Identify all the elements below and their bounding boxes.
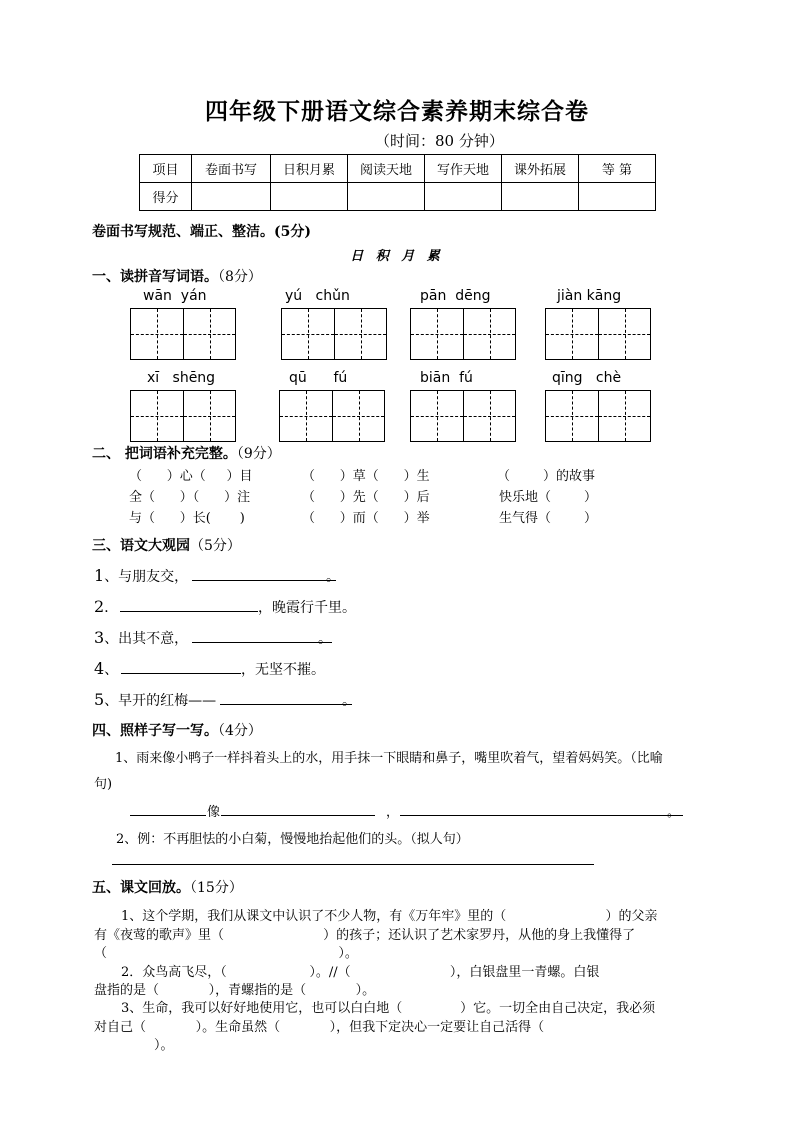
q3-heading — [92, 535, 241, 555]
q5-points: （15分） — [190, 880, 243, 896]
q3-item-text: 、早开的红梅—— — [104, 693, 217, 709]
q3-answer-line[interactable] — [192, 580, 336, 581]
q4-fill-end: 。 — [667, 805, 681, 820]
pinyin-label: wān yán — [143, 288, 207, 304]
char-grid[interactable] — [130, 390, 236, 442]
q3-item-text: 、出其不意， — [104, 631, 189, 647]
q2-heading — [92, 443, 281, 463]
char-grid[interactable] — [410, 308, 516, 360]
q4-points: （4分） — [218, 723, 262, 739]
q4-answer-line[interactable] — [112, 864, 594, 865]
q3-answer-line[interactable] — [220, 704, 352, 705]
q4-item1-text: 1、雨来像小鸭子一样抖着头上的水，用手抹一下眼睛和鼻子，嘴里吹着气，望着妈妈笑。（比喻 — [115, 751, 663, 766]
q3-item-4 — [94, 659, 118, 679]
q3-item-end: 。 — [318, 631, 332, 647]
q4-item2-text: 2、例：不再胆怯的小白菊，慢慢地抬起他们的头。（拟人句） — [116, 832, 469, 847]
pinyin-label: biān fú — [420, 370, 473, 386]
q2-fill-item: 与（ ）长( ) — [129, 511, 245, 526]
q2-fill-item: 全（ ）（ ）注 — [129, 490, 251, 505]
q3-item-end: 。 — [326, 569, 340, 585]
q3-item-1 — [94, 566, 188, 586]
score-header-item: 项目 — [140, 155, 192, 183]
pinyin-label: qīng chè — [552, 370, 622, 386]
q4-fill-comma: ， — [386, 805, 400, 820]
score-cell[interactable] — [348, 183, 425, 211]
q3-item-5 — [94, 690, 216, 710]
q3-item-3 — [94, 628, 188, 648]
q4-answer-line[interactable] — [130, 815, 206, 816]
q3-answer-line[interactable] — [192, 642, 332, 643]
score-table-header-row — [140, 155, 656, 183]
q2-fill-item: （ ）草（ ）生 — [302, 469, 430, 484]
q1-heading — [92, 266, 262, 286]
q3-item-2 — [94, 597, 118, 617]
char-grid[interactable] — [281, 308, 387, 360]
q2-fill-item: 快乐地（ ） — [499, 490, 598, 505]
q3-heading-text: 三、语文大观园 — [92, 538, 190, 554]
score-table-score-row — [140, 183, 656, 211]
q1-heading-text: 一、读拼音写词语。 — [92, 269, 218, 285]
q2-fill-item: （ ）的故事 — [497, 469, 596, 484]
score-header-extension: 课外拓展 — [502, 155, 579, 183]
q5-line: 盘指的是（ ），青螺指的是（ ）。 — [94, 983, 376, 998]
q3-answer-line[interactable] — [121, 673, 241, 674]
q5-heading-text: 五、课文回放。 — [92, 880, 190, 896]
q4-answer-line[interactable] — [221, 815, 375, 816]
q2-points: （9分） — [236, 446, 281, 462]
score-header-writing: 写作天地 — [425, 155, 502, 183]
q4-answer-line[interactable] — [400, 815, 683, 816]
score-cell[interactable] — [192, 183, 271, 211]
score-row-label: 得分 — [140, 183, 192, 211]
q3-item-number: 2 — [94, 597, 105, 616]
char-grid[interactable] — [545, 308, 651, 360]
score-header-accumulation: 日积月累 — [271, 155, 348, 183]
q3-item-end: 。 — [342, 693, 356, 709]
q2-fill-item: 生气得（ ） — [499, 511, 598, 526]
handwriting-note: 卷面书写规范、端正、整洁。(5分) — [92, 224, 311, 240]
q5-line: 对自己（ ）。生命虽然（ ），但我下定决心一定要让自己活得（ — [94, 1020, 545, 1035]
q5-line: ）。 — [154, 1038, 174, 1053]
q2-fill-item: （ ）先（ ）后 — [302, 490, 430, 505]
score-table — [139, 154, 656, 211]
q3-item-number: 1 — [94, 566, 105, 585]
pinyin-label: jiàn kāng — [557, 288, 622, 304]
q3-points: （5分） — [190, 538, 241, 554]
q5-heading — [92, 877, 243, 897]
q3-item-text: 、与朋友交， — [104, 569, 189, 585]
q2-fill-item: （ ）心（ ）目 — [129, 469, 253, 484]
char-grid[interactable] — [545, 390, 651, 442]
q3-item-end: ，无坚不摧。 — [241, 662, 325, 678]
pinyin-label: pān dēng — [420, 288, 491, 304]
q5-line: 1、这个学期，我们从课文中认识了不少人物，有《万年牢》里的（ ）的父亲 — [121, 909, 658, 924]
q5-line: 2．众鸟高飞尽，（ ）。//（ ），白银盘里一青螺。白银 — [121, 965, 600, 980]
exam-title: 四年级下册语文综合素养期末综合卷 — [205, 98, 589, 125]
q1-points: （8分） — [218, 269, 262, 285]
q3-item-end: ，晚霞行千里。 — [258, 600, 356, 616]
exam-duration: （时间：80 分钟） — [375, 132, 504, 150]
q5-line: 3、生命，我可以好好地使用它，也可以白白地（ ）它。一切全由自己决定，我必须 — [121, 1001, 656, 1016]
score-header-grade: 等 第 — [579, 155, 656, 183]
score-cell[interactable] — [425, 183, 502, 211]
q4-item1-text-cont: 句) — [94, 777, 113, 792]
char-grid[interactable] — [279, 390, 385, 442]
q5-line: （ ）。 — [94, 946, 358, 961]
score-cell[interactable] — [271, 183, 348, 211]
q4-heading-text: 四、照样子写一写。 — [92, 723, 218, 739]
q3-item-number: 4 — [94, 659, 105, 678]
score-header-handwriting: 卷面书写 — [192, 155, 271, 183]
q5-line: 有《夜莺的歌声》里（ ）的孩子；还认识了艺术家罗丹，从他的身上我懂得了 — [94, 928, 636, 943]
q2-fill-item: （ ）而（ ）举 — [302, 511, 430, 526]
pinyin-label: qū fú — [289, 370, 348, 386]
score-cell[interactable] — [502, 183, 579, 211]
score-header-reading: 阅读天地 — [348, 155, 425, 183]
q3-item-number: 3 — [94, 628, 105, 647]
score-cell[interactable] — [579, 183, 656, 211]
q2-heading-text: 二、 把词语补充完整。 — [92, 446, 237, 462]
q3-item-number: 5 — [94, 690, 105, 709]
section-title: 日 积 月 累 — [350, 249, 444, 264]
q3-answer-line[interactable] — [120, 611, 258, 612]
q3-item-text: 、 — [104, 662, 119, 678]
q4-heading — [92, 720, 262, 740]
pinyin-label: yú chǔn — [285, 288, 350, 304]
char-grid[interactable] — [410, 390, 516, 442]
q3-item-text: ． — [104, 600, 119, 616]
pinyin-label: xī shēng — [147, 370, 216, 386]
char-grid[interactable] — [130, 308, 236, 360]
q4-fill-word: 像 — [207, 805, 221, 820]
